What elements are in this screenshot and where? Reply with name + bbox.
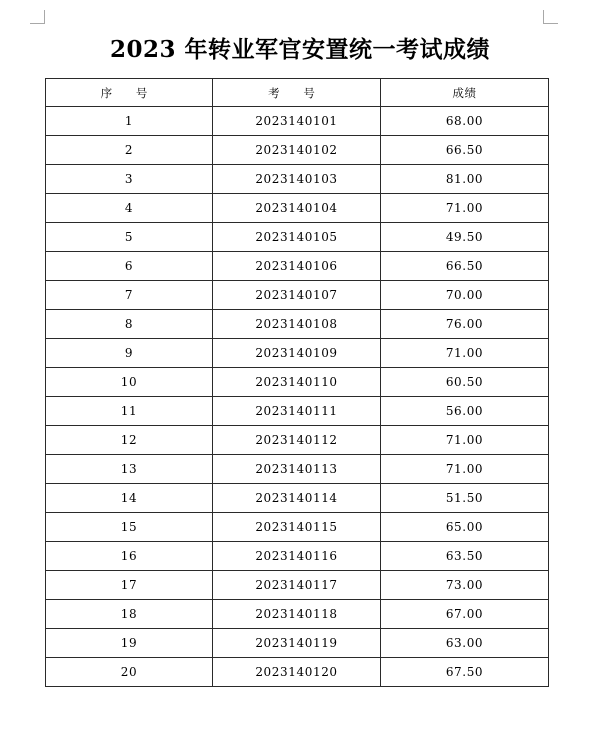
cell-exam-no: 2023140101 xyxy=(213,107,381,136)
cell-exam-no: 2023140112 xyxy=(213,426,381,455)
table-row xyxy=(46,629,549,658)
table-row xyxy=(46,513,549,542)
cell-index: 6 xyxy=(46,252,213,281)
table-row xyxy=(46,223,549,252)
column-header-index: 序 号 xyxy=(46,79,213,107)
table-row xyxy=(46,252,549,281)
cell-index: 10 xyxy=(46,368,213,397)
cell-score: 66.50 xyxy=(381,252,549,281)
cell-score: 67.00 xyxy=(381,600,549,629)
cell-exam-no: 2023140104 xyxy=(213,194,381,223)
cell-exam-no: 2023140108 xyxy=(213,310,381,339)
cell-score: 65.00 xyxy=(381,513,549,542)
cell-index: 13 xyxy=(46,455,213,484)
table-row xyxy=(46,542,549,571)
table-header-row xyxy=(46,79,549,107)
table-row xyxy=(46,107,549,136)
cell-exam-no: 2023140113 xyxy=(213,455,381,484)
cell-index: 17 xyxy=(46,571,213,600)
column-header-score: 成绩 xyxy=(381,79,549,107)
cell-score: 76.00 xyxy=(381,310,549,339)
cell-score: 56.00 xyxy=(381,397,549,426)
crop-mark-top-left xyxy=(44,10,45,24)
table-row xyxy=(46,600,549,629)
cell-score: 71.00 xyxy=(381,426,549,455)
cell-score: 68.00 xyxy=(381,107,549,136)
crop-mark-top-left xyxy=(30,23,45,24)
cell-exam-no: 2023140118 xyxy=(213,600,381,629)
cell-exam-no: 2023140115 xyxy=(213,513,381,542)
cell-index: 14 xyxy=(46,484,213,513)
cell-index: 18 xyxy=(46,600,213,629)
score-table xyxy=(45,78,549,687)
document-title: 2023 年转业军官安置统一考试成绩 xyxy=(109,36,491,63)
crop-mark-top-right xyxy=(543,10,544,24)
cell-score: 63.00 xyxy=(381,629,549,658)
cell-index: 9 xyxy=(46,339,213,368)
table-row xyxy=(46,194,549,223)
cell-exam-no: 2023140110 xyxy=(213,368,381,397)
table-row xyxy=(46,484,549,513)
cell-index: 8 xyxy=(46,310,213,339)
table-row xyxy=(46,455,549,484)
cell-index: 12 xyxy=(46,426,213,455)
cell-index: 5 xyxy=(46,223,213,252)
cell-index: 4 xyxy=(46,194,213,223)
cell-index: 11 xyxy=(46,397,213,426)
cell-exam-no: 2023140109 xyxy=(213,339,381,368)
table-row xyxy=(46,165,549,194)
cell-score: 66.50 xyxy=(381,136,549,165)
cell-index: 2 xyxy=(46,136,213,165)
cell-score: 49.50 xyxy=(381,223,549,252)
table-row xyxy=(46,339,549,368)
crop-mark-top-right xyxy=(543,23,558,24)
cell-score: 71.00 xyxy=(381,339,549,368)
cell-index: 15 xyxy=(46,513,213,542)
cell-index: 7 xyxy=(46,281,213,310)
cell-exam-no: 2023140119 xyxy=(213,629,381,658)
cell-exam-no: 2023140105 xyxy=(213,223,381,252)
table-row xyxy=(46,426,549,455)
cell-exam-no: 2023140103 xyxy=(213,165,381,194)
column-header-exam-no: 考 号 xyxy=(213,79,381,107)
table-row xyxy=(46,571,549,600)
cell-exam-no: 2023140106 xyxy=(213,252,381,281)
cell-exam-no: 2023140117 xyxy=(213,571,381,600)
cell-exam-no: 2023140116 xyxy=(213,542,381,571)
table-row xyxy=(46,281,549,310)
cell-score: 60.50 xyxy=(381,368,549,397)
cell-score: 63.50 xyxy=(381,542,549,571)
cell-exam-no: 2023140111 xyxy=(213,397,381,426)
table-body xyxy=(46,107,549,687)
cell-index: 20 xyxy=(46,658,213,687)
cell-score: 67.50 xyxy=(381,658,549,687)
cell-index: 3 xyxy=(46,165,213,194)
cell-exam-no: 2023140107 xyxy=(213,281,381,310)
cell-score: 51.50 xyxy=(381,484,549,513)
cell-exam-no: 2023140102 xyxy=(213,136,381,165)
table-row xyxy=(46,397,549,426)
cell-score: 70.00 xyxy=(381,281,549,310)
cell-index: 1 xyxy=(46,107,213,136)
table-row xyxy=(46,310,549,339)
table-row xyxy=(46,368,549,397)
cell-score: 73.00 xyxy=(381,571,549,600)
cell-score: 81.00 xyxy=(381,165,549,194)
cell-index: 19 xyxy=(46,629,213,658)
table-row xyxy=(46,658,549,687)
cell-score: 71.00 xyxy=(381,455,549,484)
table-row xyxy=(46,136,549,165)
cell-exam-no: 2023140120 xyxy=(213,658,381,687)
cell-score: 71.00 xyxy=(381,194,549,223)
cell-exam-no: 2023140114 xyxy=(213,484,381,513)
cell-index: 16 xyxy=(46,542,213,571)
